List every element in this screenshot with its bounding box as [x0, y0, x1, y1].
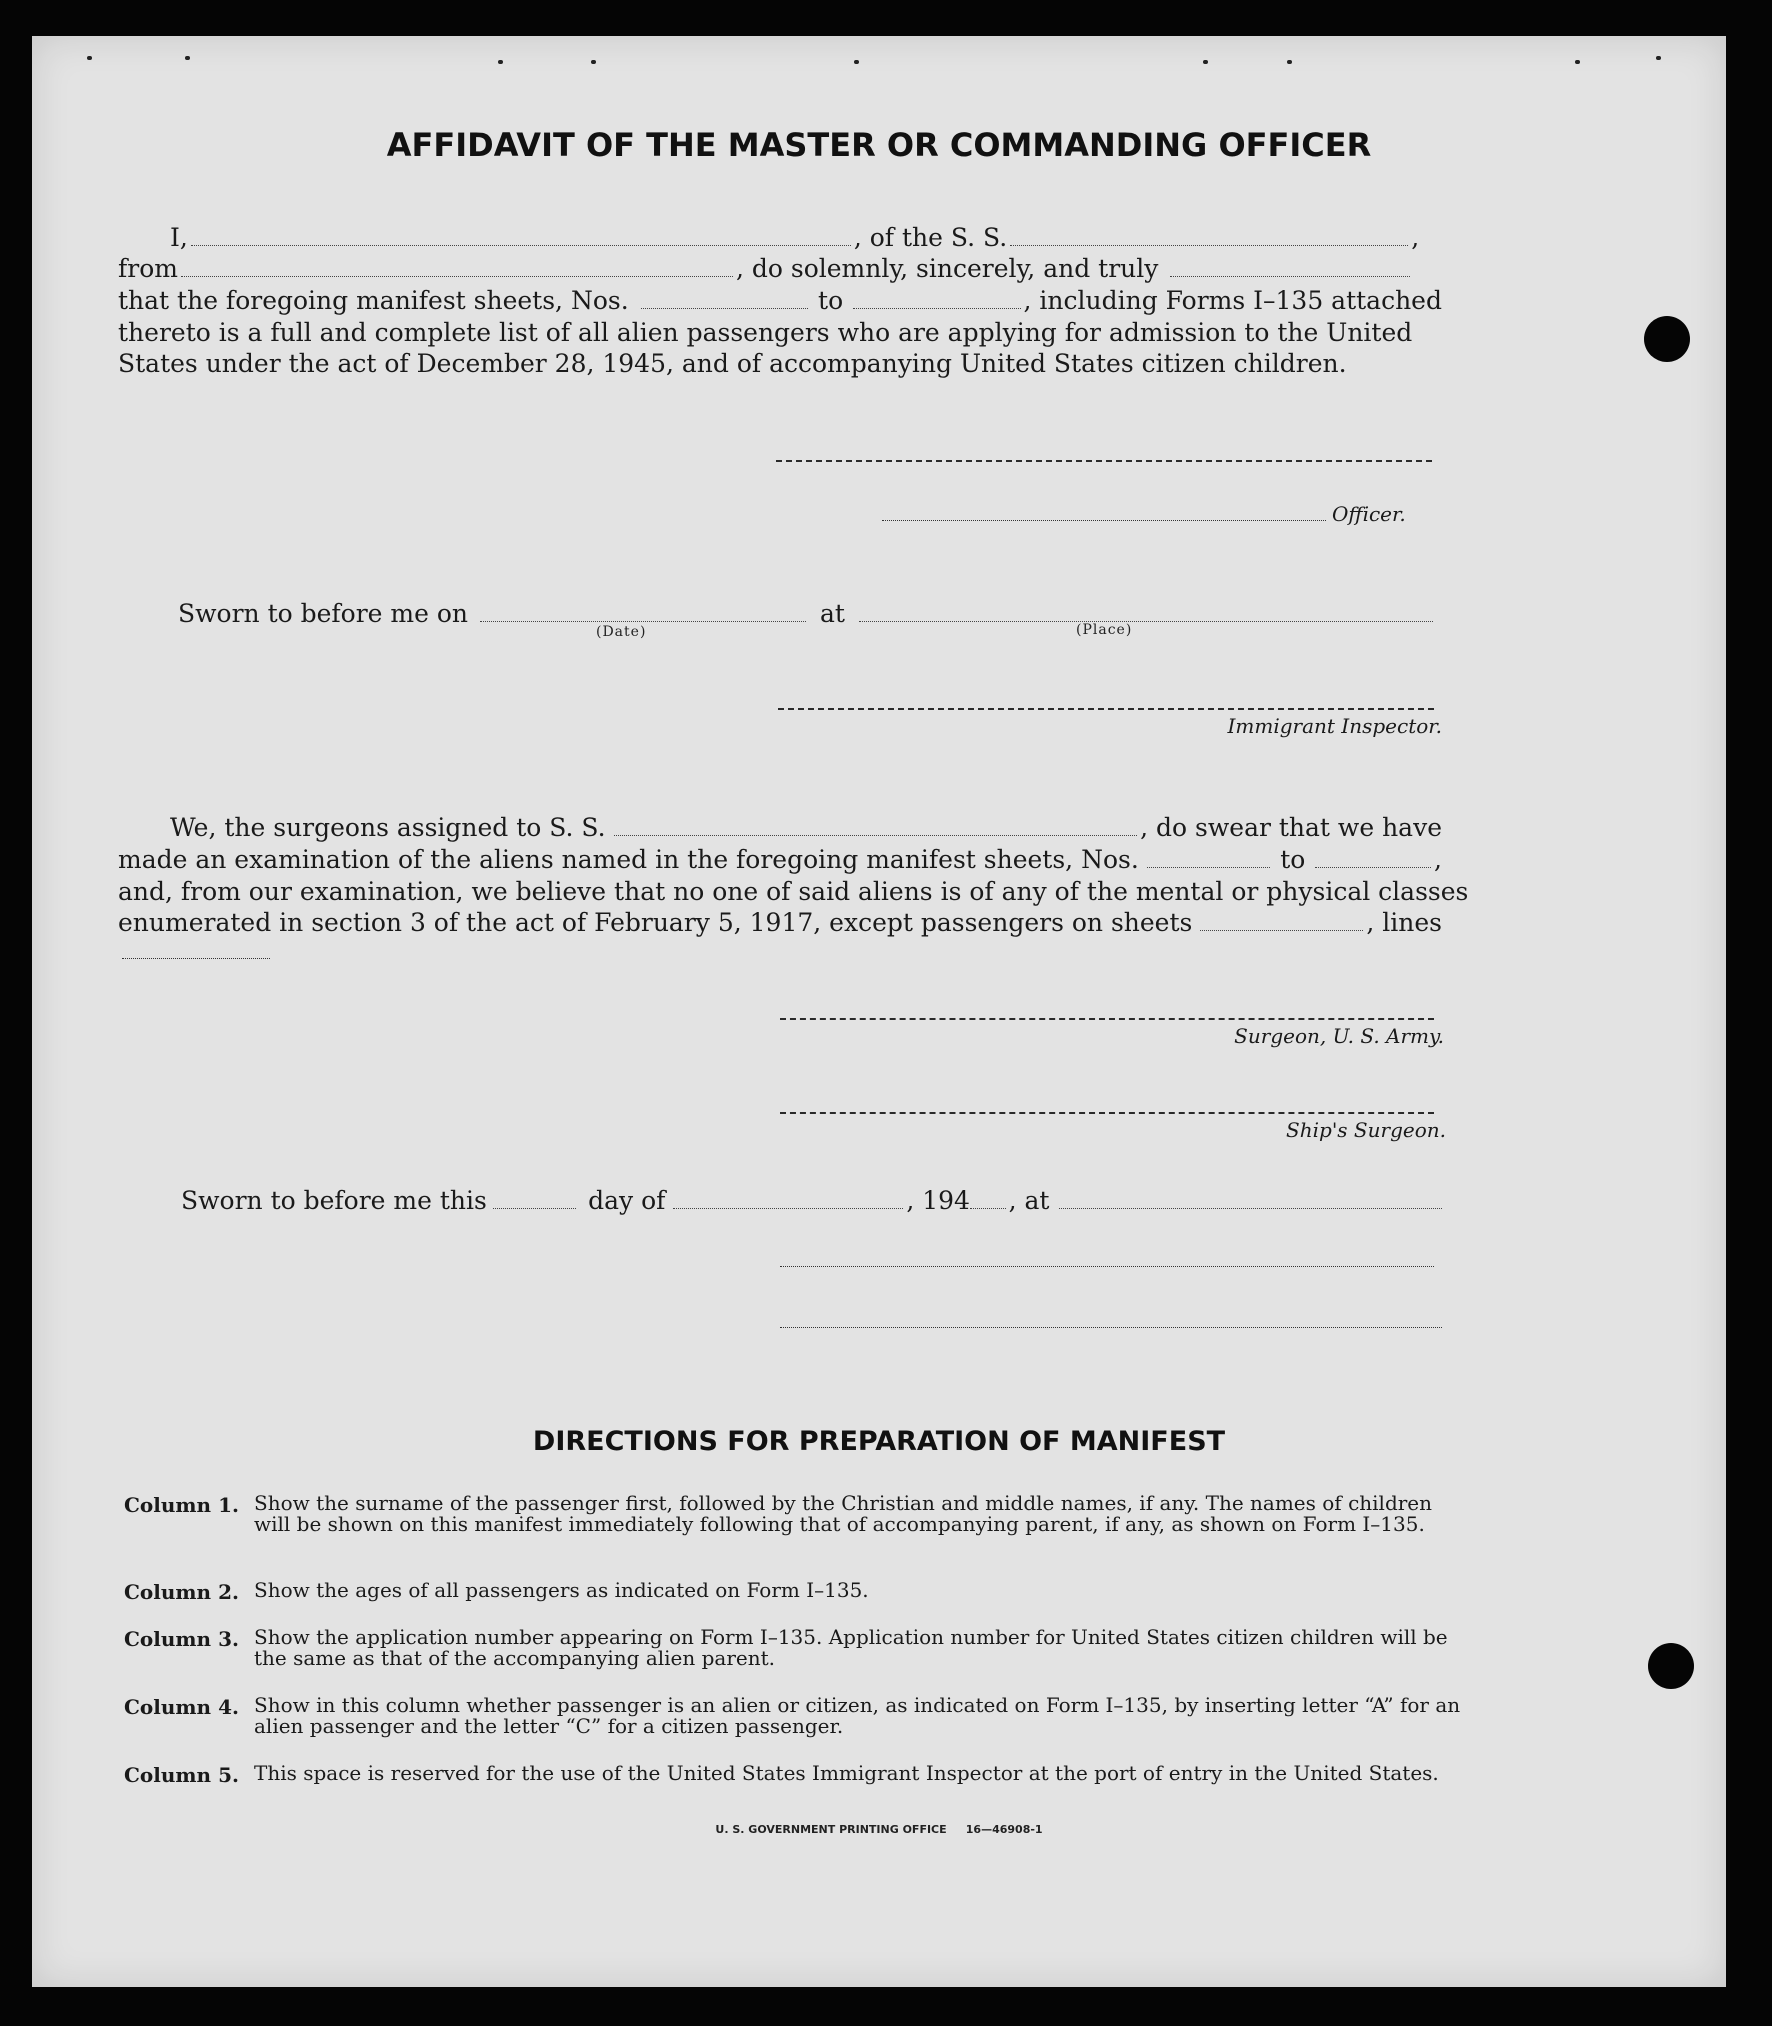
text: , [1411, 223, 1420, 252]
from-blank[interactable] [181, 276, 733, 277]
inspector-signature-line[interactable] [778, 708, 1434, 710]
column-text: Show the application number appearing on Form I–135. Application number for United States citizen children will be the same as that of the accompanying alien parent. [254, 1625, 1448, 1670]
oath-blank[interactable] [1170, 276, 1410, 277]
speck [498, 60, 503, 64]
sworn-date-blank[interactable] [480, 621, 806, 622]
surgeons-sheet-to-blank[interactable] [1315, 867, 1431, 868]
speck [87, 56, 92, 60]
speck [1656, 56, 1661, 60]
lines-blank[interactable] [122, 958, 270, 959]
surgeons-line-4 [118, 905, 1442, 937]
sworn-line-2 [181, 1183, 1445, 1215]
affidavit-line-3 [118, 283, 1442, 315]
direction-item-2 [124, 1580, 1474, 1604]
speck [1203, 60, 1208, 64]
text: enumerated in section 3 of the act of February 5, 1917, except passengers on sheets [118, 908, 1193, 937]
affidavit-line-4 [118, 315, 1442, 347]
text: , 194 [906, 1186, 970, 1215]
text: , of the S. S. [853, 223, 1008, 252]
text: to [1280, 845, 1306, 874]
sworn-line-1 [178, 596, 1442, 628]
sheet-from-blank[interactable] [641, 308, 808, 309]
column-text: This space is reserved for the use of the United States Immigrant Inspector at the port of entry in the United States. [254, 1761, 1439, 1785]
column-label: Column 4. [124, 1695, 239, 1719]
sworn-year-blank[interactable] [970, 1208, 1006, 1209]
speck [591, 60, 596, 64]
text: , do swear that we have [1140, 813, 1442, 842]
ship-surgeon-signature-line[interactable] [780, 1112, 1434, 1114]
text: States under the act of December 28, 1945, and of accompanying United States citizen children. [118, 349, 1347, 378]
column-text: Show the surname of the passenger first, followed by the Christian and middle names, if any. The names of children will be shown on this manifest immediately following that of accompanying parent, if any, as shown on Form I–135. [254, 1491, 1433, 1536]
direction-item-1 [124, 1493, 1474, 1535]
text: thereto is a full and complete list of all alien passengers who are applying for admission to the United [118, 318, 1413, 347]
punch-hole-top [1644, 316, 1690, 362]
speck [854, 60, 859, 64]
text: at [820, 599, 845, 628]
place-caption: (Place) [1076, 622, 1133, 638]
text: and, from our examination, we believe that no one of said aliens is of any of the mental or physical classes [118, 877, 1469, 906]
text: I, [170, 223, 188, 252]
column-label: Column 3. [124, 1627, 239, 1651]
punch-hole-bottom [1648, 1643, 1694, 1689]
sworn-day-blank[interactable] [493, 1208, 576, 1209]
sheet-to-blank[interactable] [853, 308, 1020, 309]
surgeons-ship-blank[interactable] [614, 835, 1138, 836]
army-surgeon-signature-line[interactable] [780, 1018, 1434, 1020]
text: , [1434, 845, 1442, 874]
date-caption: (Date) [596, 624, 647, 640]
column-label: Column 2. [124, 1580, 239, 1604]
official-signature-line-2[interactable] [780, 1327, 1442, 1328]
text: We, the surgeons assigned to S. S. [170, 813, 606, 842]
affidavit-line-2 [118, 251, 1442, 283]
column-label: Column 5. [124, 1763, 239, 1787]
affidavit-line-1 [118, 220, 1442, 252]
surgeons-sheet-from-blank[interactable] [1147, 867, 1270, 868]
affidavit-line-5 [118, 346, 1442, 378]
text: , do solemnly, sincerely, and truly [735, 254, 1159, 283]
surgeons-line-3 [118, 874, 1469, 906]
text: , including Forms I–135 attached [1023, 286, 1442, 315]
text: Sworn to before me on [178, 599, 469, 628]
text: Sworn to before me this [181, 1186, 487, 1215]
column-label: Column 1. [124, 1493, 239, 1517]
direction-item-5 [124, 1763, 1474, 1787]
form-page [32, 36, 1726, 1987]
printing-office-footer: U. S. GOVERNMENT PRINTING OFFICE 16—46908-1 [715, 1823, 1043, 1836]
inspector-label: Immigrant Inspector. [1227, 714, 1442, 738]
surgeons-line-2 [118, 842, 1442, 874]
direction-item-3 [124, 1627, 1474, 1669]
direction-item-4 [124, 1695, 1474, 1737]
text: to [818, 286, 844, 315]
ship-surgeon-label: Ship's Surgeon. [1286, 1118, 1446, 1142]
text: made an examination of the aliens named in the foregoing manifest sheets, Nos. [118, 845, 1139, 874]
text: that the foregoing manifest sheets, Nos. [118, 286, 629, 315]
column-text: Show in this column whether passenger is an alien or citizen, as indicated on Form I–135, by inserting letter “A” for an alien passenger and the letter “C” for a citizen passenger. [254, 1693, 1461, 1738]
speck [185, 56, 190, 60]
sworn2-place-blank[interactable] [1059, 1208, 1442, 1209]
officer-label: Officer. [1332, 502, 1406, 526]
officer-title-line[interactable] [882, 520, 1326, 521]
official-signature-line-1[interactable] [780, 1266, 1434, 1267]
speck [1287, 60, 1292, 64]
sworn-month-blank[interactable] [673, 1208, 903, 1209]
surgeons-line-1 [118, 810, 1442, 842]
text: day of [588, 1186, 666, 1215]
column-text: Show the ages of all passengers as indicated on Form I–135. [254, 1578, 869, 1602]
name-blank[interactable] [191, 245, 851, 246]
text: , at [1008, 1186, 1050, 1215]
affidavit-title: AFFIDAVIT OF THE MASTER OR COMMANDING OFFICER [386, 126, 1372, 164]
speck [1575, 60, 1580, 64]
ship-name-blank[interactable] [1010, 245, 1408, 246]
text: from [118, 254, 178, 283]
text: , lines [1366, 908, 1442, 937]
directions-title: DIRECTIONS FOR PREPARATION OF MANIFEST [532, 1426, 1226, 1457]
except-sheets-blank[interactable] [1200, 930, 1363, 931]
officer-signature-line[interactable] [776, 460, 1432, 462]
sworn-place-blank[interactable] [859, 621, 1433, 622]
army-surgeon-label: Surgeon, U. S. Army. [1234, 1024, 1444, 1048]
